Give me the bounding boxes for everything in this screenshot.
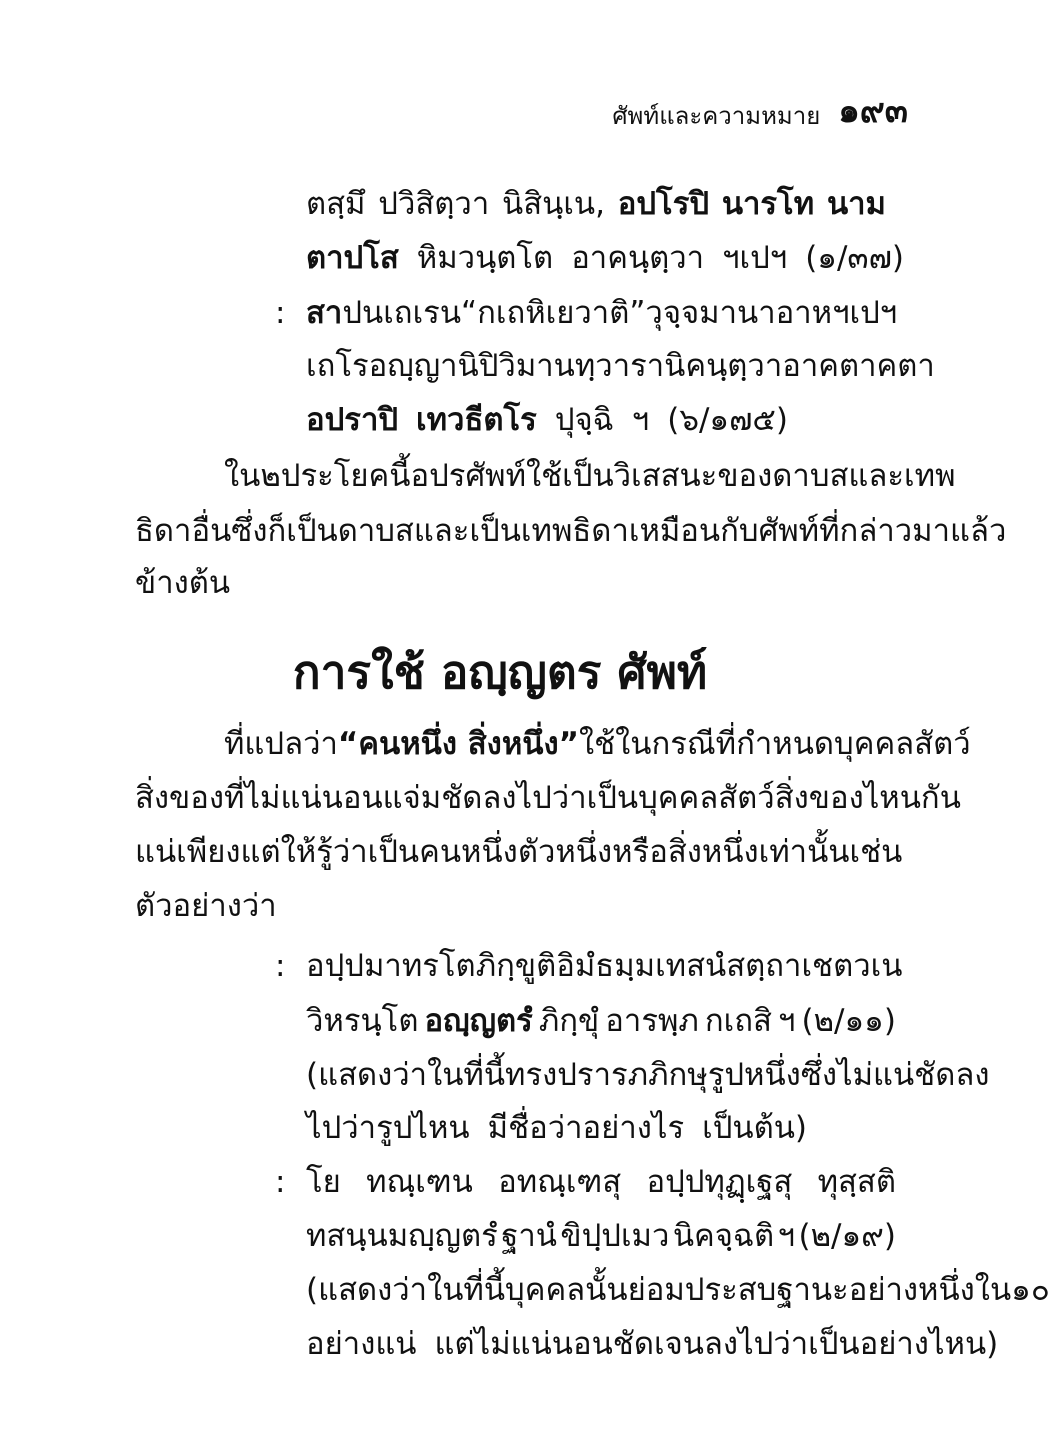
text-token: อย่างแน่ — [306, 1326, 417, 1362]
text-token: หิมวนฺตโต — [416, 240, 554, 276]
text-token: ภิกฺขูติ — [475, 948, 557, 984]
text-token: แต่ไม่แน่นอนชัดเจนลงไปว่าเป็นอย่างไหน) — [434, 1326, 999, 1362]
text-token: วิมานทฺวารานิ — [498, 348, 686, 384]
text-token: ปวิสิตฺวา — [378, 186, 490, 222]
citation: (๒/๑๑) — [801, 1003, 896, 1039]
text-token: สัตว์สิ่งของไหนกัน — [718, 780, 961, 816]
text-token: อญฺญานิปิ — [368, 348, 499, 384]
text-token: อทณฺเฑสุ — [498, 1164, 622, 1200]
text-token: ฯ — [777, 1218, 796, 1254]
text-token: ใน — [224, 458, 261, 494]
bold-text-token: นาม — [826, 186, 886, 222]
example-top-line-1 — [306, 178, 886, 230]
text-token: ทณฺเฑน — [366, 1164, 473, 1200]
text-token: เป็นบุคคล — [586, 780, 719, 816]
text-token: คนฺตฺวา — [685, 348, 783, 384]
example-1-line-3 — [306, 1049, 990, 1101]
text-token: นิคจฺฉติ — [672, 1218, 775, 1254]
bold-quoted-text-token: “คนหนึ่ง สิ่งหนึ่ง” — [337, 726, 579, 762]
text-token: ๒ — [260, 458, 281, 494]
text-token: เถเรน — [383, 295, 462, 331]
text-token: อาคนฺตฺวา — [571, 240, 705, 276]
text-token: ที่ไม่แน่นอนแจ่มชัดลงไปว่า — [224, 780, 587, 816]
text-token: ทสนฺนมญฺญตรํ — [306, 1218, 498, 1254]
text-token: เถโร — [306, 348, 369, 384]
text-token: ฯ — [778, 1003, 796, 1039]
quoted-text-token: “กเถหิเยวาติ” — [461, 295, 646, 331]
text-token: และเป็นเทพธิดาเหมือนกับศัพท์ที่กล่าวมาแล้ว — [413, 513, 1007, 549]
text-token: ซึ่งไม่แน่ชัดลง — [800, 1057, 990, 1093]
running-header — [612, 76, 908, 131]
example-2-line-4 — [306, 1318, 999, 1370]
running-header-title: ศัพท์และความหมาย — [612, 102, 821, 130]
text-token: มีชื่อว่าอย่างไร — [487, 1110, 685, 1146]
paragraph-2-line-2 — [135, 772, 961, 824]
text-token: โย — [306, 1164, 341, 1200]
page-number: ๑๙๓ — [838, 91, 908, 131]
example-1-colon: : — [275, 948, 286, 984]
paragraph-1-line-3: ข้างต้น — [135, 565, 231, 601]
text-token: อปฺปทุฏฺเฐสุ — [646, 1164, 793, 1200]
text-token: ธิดา — [135, 513, 192, 549]
bold-text-token: อปโรปิ — [617, 186, 710, 222]
text-token: ไปว่ารูปไหน — [306, 1110, 470, 1146]
text-token: ปน — [342, 295, 384, 331]
text-token: ทุสฺสติ — [817, 1164, 896, 1200]
text-token: ฐานํ — [501, 1218, 557, 1254]
example-1-line-4 — [306, 1102, 896, 1154]
bold-text-token: อญฺญตรํ — [424, 1003, 533, 1039]
text-token: สตฺถา — [726, 948, 802, 984]
text-token: เพียงแต่ให้รู้ว่าเป็นคนหนึ่ง — [176, 834, 518, 870]
bold-text-token: สา — [306, 295, 343, 331]
text-token: ขิปฺปเมว — [560, 1218, 670, 1254]
text-token: ที่แปลว่า — [224, 726, 338, 762]
text-token: นิสินฺเน, — [502, 186, 605, 222]
text-token: (แสดงว่าในที่นี้ทรงปรารภภิกษุรูปหนึ่ง — [306, 1057, 801, 1093]
example-top-line-5 — [306, 394, 896, 446]
text-token: เชตวเน — [801, 948, 903, 984]
text-token: แน่ — [135, 834, 177, 870]
text-token: เป็นต้น) — [702, 1110, 808, 1146]
text-token: ประโยคนี้ — [280, 458, 411, 494]
text-token: ตสฺมึ — [306, 186, 366, 222]
text-token: อปฺปมาทรโต — [306, 948, 476, 984]
text-token: ฯ — [631, 402, 650, 438]
example-1-line-2 — [306, 995, 896, 1047]
example-top-colon: : — [275, 295, 286, 331]
text-token: ฯเปฯ — [722, 240, 788, 276]
text-token: ใช้ในกรณีที่กำหนดบุคคล — [578, 726, 915, 762]
bold-text-token: เทวธีตโร — [416, 402, 537, 438]
text-token: ใช้เป็นวิเสสนะของดาบสและเทพ — [526, 458, 956, 494]
example-2-line-1 — [306, 1156, 896, 1208]
text-token: (แสดงว่าในที่นี้บุคคลนั้นย่อมประสบฐานะอย่างหนึ่งใน — [306, 1272, 1012, 1308]
text-token: ฯเปฯ — [832, 295, 898, 331]
text-token: อิมํ — [556, 948, 596, 984]
example-top-line-2 — [306, 232, 904, 284]
citation: (๖/๑๗๕) — [667, 402, 788, 438]
bold-text-token: นารโท — [721, 186, 815, 222]
text-token: สัตว์ — [914, 726, 971, 762]
text-token: อื่นซึ่งก็เป็นดาบส — [191, 513, 414, 549]
paragraph-2-line-3 — [135, 826, 903, 878]
text-token: วุจฺจมานา — [645, 295, 776, 331]
example-top-line-4 — [306, 340, 935, 392]
text-token: กเถสิ — [704, 1003, 772, 1039]
text-token: อารพฺภ — [605, 1003, 699, 1039]
text-token: เช่น — [849, 834, 903, 870]
text-token: ภิกฺขุํ — [538, 1003, 600, 1039]
text-token: ศัพท์ — [465, 458, 526, 494]
bold-text-token: ตาปโส — [306, 240, 399, 276]
text-token: ธมฺมเทสนํ — [595, 948, 727, 984]
example-1-line-1 — [306, 940, 903, 992]
example-2-colon: : — [275, 1164, 286, 1200]
text-token: อาคตาคตา — [782, 348, 935, 384]
bold-text-token: อปราปิ — [306, 402, 399, 438]
paragraph-2-line-1 — [224, 718, 971, 770]
citation: (๒/๑๙) — [798, 1218, 896, 1254]
text-token: ตัวหนึ่ง — [517, 834, 613, 870]
example-top-line-3 — [306, 287, 896, 339]
text-token: ๑๐ — [1011, 1272, 1050, 1308]
text-token: อปร — [410, 458, 466, 494]
text-token: สิ่งของ — [135, 780, 225, 816]
citation: (๑/๓๗) — [805, 240, 904, 276]
text-token: หรือสิ่งหนึ่งเท่านั้น — [612, 834, 850, 870]
text-token: วิหรนฺโต — [306, 1003, 419, 1039]
example-2-line-2 — [306, 1210, 896, 1262]
text-token: อาห — [775, 295, 833, 331]
text-token: ปุจฺฉิ — [554, 402, 614, 438]
section-heading: การใช้ อญฺญตร ศัพท์ — [292, 645, 708, 699]
example-2-line-3 — [306, 1264, 1050, 1316]
paragraph-1-line-2 — [135, 505, 1007, 557]
paragraph-1-line-1 — [224, 450, 956, 502]
paragraph-2-line-4: ตัวอย่างว่า — [135, 888, 277, 924]
